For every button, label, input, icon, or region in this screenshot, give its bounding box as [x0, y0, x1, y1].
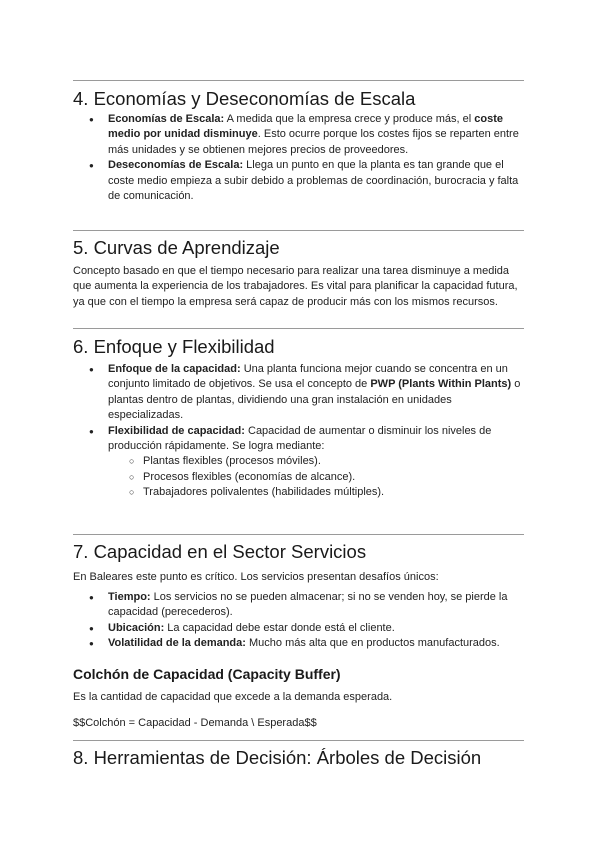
sub-list-item: ○ Procesos flexibles (economías de alcance).	[108, 470, 525, 485]
list-item: ● Ubicación: La capacidad debe estar donde está el cliente.	[73, 621, 525, 636]
bullet-list	[73, 362, 525, 501]
paragraph: Concepto basado en que el tiempo necesario para realizar una tarea disminuye a medida que aumenta la experiencia de los trabajadores. Es vital para planificar la capacidad futura, ya que con el tiempo la empresa será capaz de producir más con los mismos recursos.	[73, 265, 518, 308]
sub-list-item: ○ Plantas flexibles (procesos móviles).	[108, 454, 525, 469]
list-item: ● Volatilidad de la demanda: Mucho más alta que en productos manufacturados.	[73, 636, 525, 651]
bullet-list	[73, 112, 525, 204]
sub-heading: Colchón de Capacidad (Capacity Buffer)	[73, 666, 341, 682]
section-heading-7: 7. Capacidad en el Sector Servicios	[73, 541, 367, 562]
bullet-list	[73, 590, 525, 652]
list-item: ● Tiempo: Los servicios no se pueden almacenar; si no se venden hoy, se pierde la capacidad (perecederos).	[73, 590, 525, 621]
list-item: ● Economías de Escala: A medida que la empresa crece y produce más, el coste medio por unidad disminuye. Esto ocurre porque los costes fijos se reparten entre más unidades y se obtienen mejores precios de proveedores.	[73, 112, 525, 158]
list-item: ● Deseconomías de Escala: Llega un punto en que la planta es tan grande que el coste medio empieza a subir debido a problemas de coordinación, burocracia y falta de comunicación.	[73, 158, 525, 204]
list-item: ● Enfoque de la capacidad: Una planta funciona mejor cuando se concentra en un conjunto limitado de objetivos. Se usa el concepto de PWP (Plants Within Plants) o plantas dentro de plantas, dividiendo una gran instalación en unidades especializadas.	[73, 362, 525, 424]
section-divider	[73, 534, 524, 535]
list-item: ● Flexibilidad de capacidad: Capacidad de aumentar o disminuir los niveles de producción rápidamente. Se logra mediante: ○ Plantas flexibles (procesos móviles). ○ Procesos flexibles (economías de alcance). ○ Trabajadores polivalentes (habilidades múltiples).	[73, 424, 525, 501]
paragraph: En Baleares este punto es crítico. Los servicios presentan desafíos únicos:	[73, 571, 439, 583]
section-heading-6: 6. Enfoque y Flexibilidad	[73, 336, 275, 357]
sub-list-item: ○ Trabajadores polivalentes (habilidades múltiples).	[108, 485, 525, 500]
formula: $$Colchón = Capacidad - Demanda \ Esperada$$	[73, 717, 317, 729]
section-heading-4: 4. Economías y Deseconomías de Escala	[73, 88, 416, 109]
paragraph: Es la cantidad de capacidad que excede a la demanda esperada.	[73, 691, 393, 703]
section-heading-5: 5. Curvas de Aprendizaje	[73, 237, 280, 258]
section-divider	[73, 328, 524, 329]
section-divider	[73, 740, 524, 741]
sub-list	[108, 454, 525, 500]
section-divider	[73, 80, 524, 81]
section-divider	[73, 230, 524, 231]
section-heading-8: 8. Herramientas de Decisión: Árboles de Decisión	[73, 747, 482, 768]
